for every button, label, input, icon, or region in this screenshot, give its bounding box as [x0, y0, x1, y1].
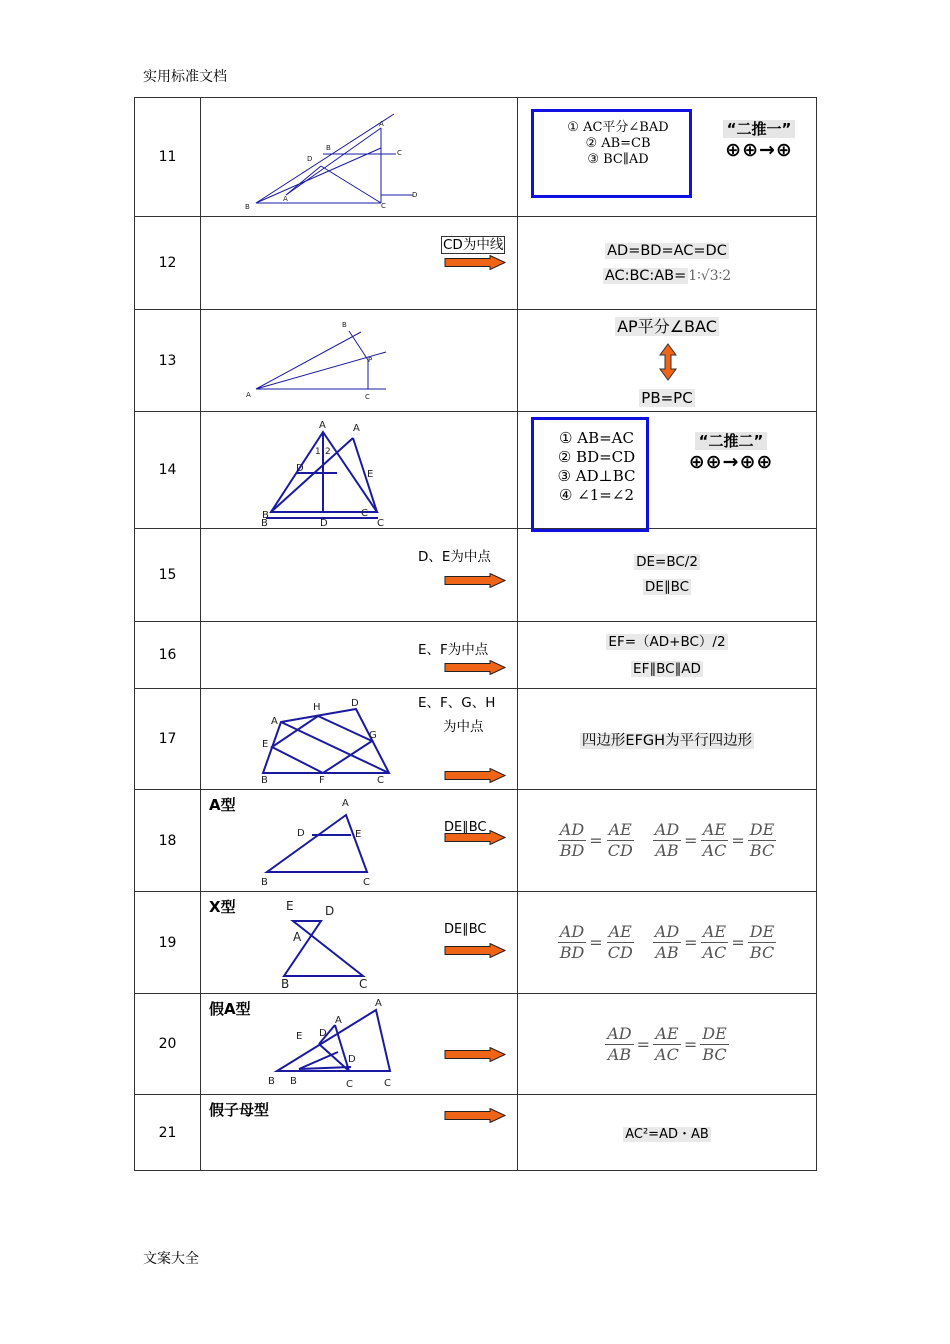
point-label: D [325, 904, 335, 918]
point-label: A [319, 420, 326, 431]
type-label: 假A型 [209, 1000, 251, 1018]
figure-14 [201, 412, 517, 528]
denominator: BD [559, 841, 585, 860]
result-cell [518, 310, 817, 412]
point-label: E [367, 469, 374, 480]
result-cell [518, 529, 817, 622]
fraction [606, 922, 635, 963]
result-line: EF=（AD+BC）/2 [608, 634, 726, 650]
result-line: DE∥BC [644, 579, 690, 595]
point-label: B [261, 877, 268, 888]
point-label: D [351, 698, 359, 709]
numerator: AD [654, 922, 680, 941]
row-number: 13 [135, 310, 201, 412]
double-arrow-icon [659, 343, 677, 381]
fraction [748, 820, 777, 861]
arrow-icon [444, 830, 506, 845]
result-cell [518, 689, 817, 790]
fraction [605, 1024, 633, 1065]
point-label: C [359, 977, 368, 991]
figure-cell [201, 892, 518, 994]
condition-text: DE∥BC [444, 820, 487, 835]
result-cell: $\frac{AD}{BD}$ = $\frac{AE}{CD}$ $\frac{AD}{AB}$ = $\frac{AE}{AC}$ = $\frac{DE}{BC}$ [518, 790, 817, 892]
point-label: E [296, 1031, 303, 1042]
condition-text: E、F为中点 [418, 642, 489, 658]
result-line: EF∥BC∥AD [633, 661, 701, 677]
numerator: AE [608, 922, 632, 941]
figure-cell [201, 98, 518, 217]
denominator: CD [607, 841, 633, 860]
figure-cell [201, 412, 518, 529]
table-row [135, 412, 817, 529]
condition-label: CD为中线 [443, 237, 504, 253]
result-cell [518, 622, 817, 689]
result-line: AD=BD=AC=DC [607, 243, 727, 259]
rule-symbol: ⊕⊕→⊕⊕ [688, 451, 774, 473]
denominator: BC [702, 1044, 727, 1064]
result-line: PB=PC [641, 389, 693, 407]
point-label: F [319, 775, 325, 786]
result-line: AC²=AD・AB [625, 1127, 709, 1142]
row-number: 16 [135, 622, 201, 689]
result-cell [518, 217, 817, 310]
condition-text: D、E为中点 [418, 549, 491, 565]
table-row [135, 529, 817, 622]
fraction [653, 1024, 681, 1065]
denominator: AC [702, 943, 727, 962]
condition-item: ① AB=AC [559, 429, 634, 447]
point-label: A [342, 798, 349, 809]
fraction [606, 820, 635, 861]
point-label: A [271, 716, 278, 727]
numerator: AD [559, 820, 585, 839]
result-line: 四边形EFGH为平行四边形 [581, 732, 753, 749]
numerator: AE [702, 820, 727, 839]
arrow-icon [444, 943, 506, 958]
fraction [700, 1024, 729, 1065]
condition-item: ① AC平分∠BAD [567, 120, 669, 135]
fraction [558, 922, 587, 963]
point-label: B [261, 518, 268, 528]
row-number: 19 [135, 892, 201, 994]
table-row [135, 790, 817, 892]
arrow-icon [444, 1108, 506, 1123]
condition-item: ② BD=CD [557, 448, 636, 466]
fraction [653, 922, 681, 963]
numerator: AD [559, 922, 585, 941]
result-cell [518, 412, 817, 529]
page-header: 实用标准文档 [143, 69, 227, 85]
point-label: A [246, 391, 251, 399]
numerator: AD [654, 820, 680, 839]
condition-text: DE∥BC [444, 922, 487, 937]
result-cell: $\frac{AD}{BD}$ = $\frac{AE}{CD}$ $\frac{AD}{AB}$ = $\frac{AE}{AC}$ = $\frac{DE}{BC}$ [518, 892, 817, 994]
figure-cell [201, 529, 518, 622]
denominator: AB [655, 841, 679, 860]
table-row [135, 994, 817, 1095]
fraction [748, 922, 777, 963]
point-label: D [348, 1054, 356, 1065]
figure-cell [201, 994, 518, 1095]
point-label: D [319, 1028, 327, 1039]
numerator: DE [702, 1023, 727, 1043]
point-label: C [397, 149, 402, 157]
table-row [135, 217, 817, 310]
point-label: A [379, 120, 384, 128]
point-label: D [320, 518, 328, 528]
rule-label [673, 430, 789, 473]
table-row [135, 622, 817, 689]
figure-cell [201, 790, 518, 892]
point-label: D [297, 828, 305, 839]
rule-label [714, 118, 804, 161]
figure-cell [201, 1095, 518, 1171]
figure-11 [201, 98, 517, 216]
arrow-icon [444, 768, 506, 783]
point-label: A [293, 930, 302, 944]
point-label: B [268, 1076, 275, 1087]
condition-item: ② AB=CB [585, 136, 651, 151]
point-label: B [326, 144, 331, 152]
point-label: B [281, 977, 290, 991]
condition-text: E、F、G、H [418, 695, 496, 711]
numerator: DE [749, 820, 775, 839]
denominator: AB [607, 1044, 632, 1064]
point-label: B [342, 321, 347, 329]
angle-label: 1 [315, 447, 321, 457]
row-number: 20 [135, 994, 201, 1095]
result-line: AP平分∠BAC [617, 317, 717, 336]
row-number: 18 [135, 790, 201, 892]
geometry-table [134, 97, 817, 1171]
point-label: G [369, 730, 377, 741]
point-label: D [296, 463, 304, 474]
row-number: 17 [135, 689, 201, 790]
numerator: DE [749, 922, 775, 941]
point-label: C [377, 518, 384, 528]
point-label: B [290, 1076, 297, 1087]
point-label: A [335, 1015, 342, 1026]
fraction [701, 922, 729, 963]
type-label: 假子母型 [209, 1101, 270, 1119]
point-label: C [346, 1079, 353, 1090]
result-cell [518, 98, 817, 217]
denominator: CD [607, 943, 633, 962]
point-label: A [375, 998, 382, 1009]
page-footer: 文案大全 [143, 1251, 199, 1267]
arrow-icon [444, 255, 506, 270]
figure-cell [201, 622, 518, 689]
numerator: AE [702, 922, 727, 941]
row-number: 15 [135, 529, 201, 622]
arrow-icon [444, 573, 506, 588]
fraction [701, 820, 729, 861]
point-label: A [283, 195, 288, 203]
point-label: C [363, 877, 370, 888]
numerator: AE [655, 1023, 679, 1043]
type-label: A型 [209, 796, 236, 814]
row-number: 11 [135, 98, 201, 217]
row-number: 14 [135, 412, 201, 529]
figure-cell [201, 689, 518, 790]
condition-item: ③ BC∥AD [587, 152, 649, 167]
denominator: AB [655, 943, 679, 962]
point-label: E [355, 829, 362, 840]
condition-text [441, 233, 505, 257]
condition-text: 为中点 [443, 719, 484, 735]
figure-13 [201, 310, 517, 411]
numerator: AD [607, 1023, 632, 1043]
point-label: A [353, 423, 360, 434]
point-label: B [262, 510, 269, 521]
condition-item: ③ AD⊥BC [557, 467, 636, 485]
fraction [558, 820, 587, 861]
denominator: BC [749, 943, 775, 962]
point-label: D [307, 155, 313, 163]
angle-label: 2 [325, 447, 331, 457]
result-line: AC:BC:AB= [604, 268, 687, 284]
result-cell: $\frac{AD}{AB}$ = $\frac{AE}{AC}$ = $\frac{DE}{BC}$ [518, 994, 817, 1095]
fraction [653, 820, 681, 861]
point-label: B [245, 203, 250, 211]
row-number: 12 [135, 217, 201, 310]
denominator: BC [749, 841, 775, 860]
denominator: AC [702, 841, 727, 860]
point-label: C [384, 1078, 391, 1089]
type-label: X型 [209, 898, 236, 916]
result-line: DE=BC/2 [636, 554, 698, 570]
condition-item: ④ ∠1=∠2 [558, 486, 634, 504]
point-label: C [377, 775, 384, 786]
table-row [135, 689, 817, 790]
point-label: C [361, 508, 368, 519]
table-row [135, 892, 817, 994]
point-label: H [313, 702, 321, 713]
figure-cell [201, 310, 518, 412]
numerator: AE [608, 820, 632, 839]
row-number: 21 [135, 1095, 201, 1171]
figure-cell [201, 217, 518, 310]
condition-box [531, 417, 649, 532]
point-label: E [286, 899, 294, 913]
condition-box [531, 109, 692, 198]
table-row [135, 310, 817, 412]
point-label: C [365, 393, 370, 401]
figure-20 [201, 994, 517, 1094]
arrow-icon [444, 660, 506, 675]
rule-symbol: ⊕⊕→⊕ [725, 139, 793, 161]
table-row [135, 1095, 817, 1171]
point-label: P [368, 356, 373, 364]
point-label: D [412, 191, 418, 199]
denominator: BD [559, 943, 585, 962]
rule-title: “二推二” [695, 432, 768, 450]
rule-title: “二推一” [723, 120, 796, 138]
point-label: E [262, 739, 269, 750]
point-label: B [261, 775, 268, 786]
arrow-icon [444, 1047, 506, 1062]
ratio-value: 1∶√3∶2 [688, 268, 732, 284]
table-row [135, 98, 817, 217]
point-label: C [381, 202, 386, 210]
denominator: AC [655, 1044, 679, 1064]
result-cell [518, 1095, 817, 1171]
